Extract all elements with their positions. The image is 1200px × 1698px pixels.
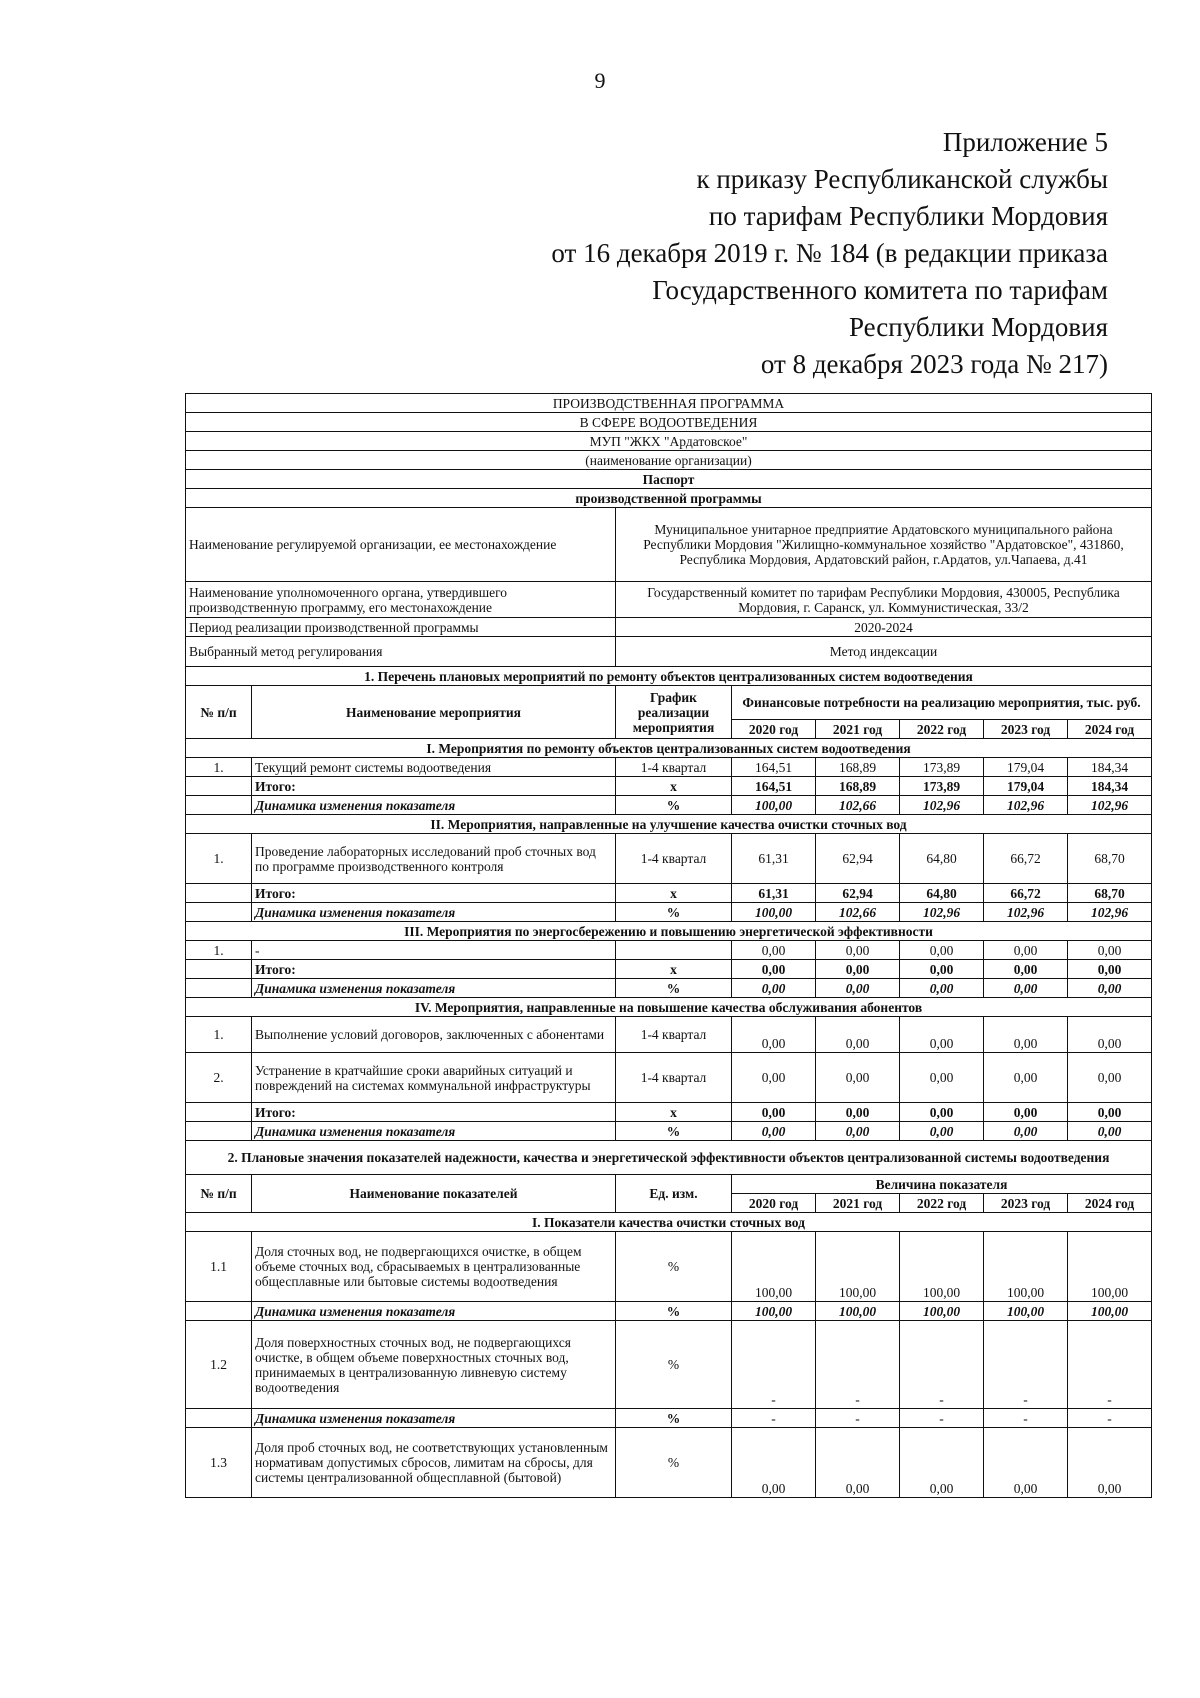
passport-value: Муниципальное унитарное предприятие Ардатовского муниципального района Республики Мордовия "Жилищно-коммунальное хозяйство "Ардатовское", 431860, Республика Мордовия, Ардатовский район, г.Ардатов, ул.Чапаева, д.41 [616, 508, 1152, 582]
dynamic-row [186, 903, 1152, 922]
passport-value: Государственный комитет по тарифам Республики Мордовия, 430005, Республика Мордовия, г. Саранск, ул. Коммунистическая, 33/2 [616, 582, 1152, 618]
total-unit: х [616, 960, 732, 979]
dynamic-unit: % [616, 796, 732, 815]
item-unit: % [616, 1232, 732, 1302]
value-cell: 102,96 [1068, 796, 1152, 815]
value-cell: 0,00 [984, 1428, 1068, 1498]
value-cell: - [984, 1409, 1068, 1428]
item-unit: % [616, 1321, 732, 1409]
item-num: 1.3 [186, 1428, 252, 1498]
header-line: Республики Мордовия [848, 312, 1108, 342]
item-schedule [616, 941, 732, 960]
value-cell: 100,00 [816, 1302, 900, 1321]
dynamic-label: Динамика изменения показателя [252, 979, 616, 998]
passport-label: Выбранный метод регулирования [186, 637, 616, 667]
value-cell: 164,51 [732, 777, 816, 796]
value-cell: 100,00 [732, 903, 816, 922]
value-cell: 66,72 [984, 834, 1068, 884]
value-cell: 0,00 [816, 1428, 900, 1498]
value-cell: 0,00 [732, 1428, 816, 1498]
value-cell: - [816, 1321, 900, 1409]
col-header-value: Величина показателя [732, 1175, 1152, 1194]
dynamic-label: Динамика изменения показателя [252, 796, 616, 815]
group-title: II. Мероприятия, направленные на улучшение качества очистки сточных вод [186, 815, 1152, 834]
item-schedule: 1-4 квартал [616, 1053, 732, 1103]
dynamic-unit: % [616, 1122, 732, 1141]
col-header-schedule: График реализации мероприятия [616, 686, 732, 739]
item-num: 1. [186, 834, 252, 884]
production-program-table [185, 393, 1152, 1498]
dynamic-unit: % [616, 1409, 732, 1428]
value-cell: 179,04 [984, 758, 1068, 777]
value-cell: 0,00 [900, 1103, 984, 1122]
value-cell: 64,80 [900, 834, 984, 884]
group-title: I. Показатели качества очистки сточных вод [186, 1213, 1152, 1232]
dynamic-unit: % [616, 979, 732, 998]
col-header-year: 2022 год [900, 720, 984, 739]
item-schedule: 1-4 квартал [616, 758, 732, 777]
header-line: к приказу Республиканской службы [696, 164, 1108, 194]
value-cell: - [984, 1321, 1068, 1409]
col-header-name: Наименование мероприятия [252, 686, 616, 739]
item-name: Доля поверхностных сточных вод, не подвергающихся очистке, в общем объеме поверхностных сточных вод, принимаемых в централизованную ливневую систему водоотведения [252, 1321, 616, 1409]
value-cell: - [900, 1409, 984, 1428]
item-name: Устранение в кратчайшие сроки аварийных ситуаций и повреждений на системах коммунальной инфраструктуры [252, 1053, 616, 1103]
passport-label: Период реализации производственной программы [186, 618, 616, 637]
value-cell: 102,66 [816, 903, 900, 922]
table-row [186, 941, 1152, 960]
value-cell: 0,00 [900, 960, 984, 979]
value-cell: 102,96 [984, 903, 1068, 922]
value-cell: 0,00 [1068, 1428, 1152, 1498]
value-cell: 0,00 [732, 960, 816, 979]
page-number: 9 [594, 68, 606, 93]
value-cell: 0,00 [900, 1017, 984, 1053]
value-cell: 100,00 [900, 1232, 984, 1302]
value-cell: 0,00 [1068, 1103, 1152, 1122]
organization-name: МУП "ЖКХ "Ардатовское" [186, 432, 1152, 451]
value-cell: 68,70 [1068, 884, 1152, 903]
value-cell: 0,00 [1068, 1017, 1152, 1053]
value-cell: 100,00 [1068, 1302, 1152, 1321]
value-cell: 100,00 [1068, 1232, 1152, 1302]
col-header-finance: Финансовые потребности на реализацию мероприятия, тыс. руб. [732, 686, 1152, 720]
value-cell: 64,80 [900, 884, 984, 903]
value-cell: 100,00 [732, 796, 816, 815]
table-row [186, 1232, 1152, 1302]
col-header-year: 2021 год [816, 1194, 900, 1213]
item-name: Доля сточных вод, не подвергающихся очистке, в общем объеме сточных вод, сбрасываемых в централизованные общесплавные или бытовые системы водоотведения [252, 1232, 616, 1302]
dynamic-row [186, 1409, 1152, 1428]
col-header-num: № п/п [186, 1175, 252, 1213]
col-header-unit: Ед. изм. [616, 1175, 732, 1213]
value-cell: 0,00 [1068, 1122, 1152, 1141]
value-cell: 102,96 [900, 796, 984, 815]
total-row [186, 884, 1152, 903]
value-cell: 0,00 [900, 1428, 984, 1498]
value-cell: 0,00 [732, 979, 816, 998]
item-num: 2. [186, 1053, 252, 1103]
value-cell: 0,00 [984, 960, 1068, 979]
item-unit: % [616, 1428, 732, 1498]
col-header-num: № п/п [186, 686, 252, 739]
value-cell: 173,89 [900, 758, 984, 777]
value-cell: - [816, 1409, 900, 1428]
item-name: Текущий ремонт системы водоотведения [252, 758, 616, 777]
dynamic-row [186, 796, 1152, 815]
item-schedule: 1-4 квартал [616, 834, 732, 884]
col-header-year: 2020 год [732, 1194, 816, 1213]
dynamic-row [186, 1302, 1152, 1321]
value-cell: 184,34 [1068, 758, 1152, 777]
value-cell: 62,94 [816, 834, 900, 884]
value-cell: 0,00 [732, 941, 816, 960]
passport-label: Наименование уполномоченного органа, утвердившего производственную программу, его местонахождение [186, 582, 616, 618]
item-num: 1. [186, 758, 252, 777]
header-line: Приложение 5 [942, 127, 1108, 157]
dynamic-row [186, 979, 1152, 998]
total-label: Итого: [252, 777, 616, 796]
value-cell: 100,00 [900, 1302, 984, 1321]
table-row [186, 758, 1152, 777]
total-unit: х [616, 1103, 732, 1122]
value-cell: 0,00 [816, 960, 900, 979]
col-header-name: Наименование показателей [252, 1175, 616, 1213]
col-header-year: 2020 год [732, 720, 816, 739]
value-cell: 0,00 [984, 1053, 1068, 1103]
value-cell: 0,00 [900, 1053, 984, 1103]
value-cell: 0,00 [900, 941, 984, 960]
value-cell: 0,00 [984, 1122, 1068, 1141]
organization-caption: (наименование организации) [186, 451, 1152, 470]
table-row [186, 834, 1152, 884]
value-cell: 61,31 [732, 834, 816, 884]
table-row [186, 1428, 1152, 1498]
item-name: Доля проб сточных вод, не соответствующих установленным нормативам допустимых сбросов, лимитам на сбросы, для системы централизованной общесплавной (бытовой) [252, 1428, 616, 1498]
value-cell: 184,34 [1068, 777, 1152, 796]
total-label: Итого: [252, 1103, 616, 1122]
value-cell: 66,72 [984, 884, 1068, 903]
col-header-year: 2023 год [984, 720, 1068, 739]
value-cell: - [1068, 1409, 1152, 1428]
value-cell: 0,00 [984, 941, 1068, 960]
total-label: Итого: [252, 960, 616, 979]
value-cell: 0,00 [900, 1122, 984, 1141]
col-header-year: 2022 год [900, 1194, 984, 1213]
value-cell: 100,00 [816, 1232, 900, 1302]
item-name: - [252, 941, 616, 960]
table-row [186, 1017, 1152, 1053]
value-cell: 0,00 [1068, 979, 1152, 998]
item-schedule: 1-4 квартал [616, 1017, 732, 1053]
total-row [186, 1103, 1152, 1122]
value-cell: - [732, 1321, 816, 1409]
passport-value: 2020-2024 [616, 618, 1152, 637]
col-header-year: 2023 год [984, 1194, 1068, 1213]
passport-label: Наименование регулируемой организации, ее местонахождение [186, 508, 616, 582]
group-title: IV. Мероприятия, направленные на повышение качества обслуживания абонентов [186, 998, 1152, 1017]
value-cell: 168,89 [816, 758, 900, 777]
passport-title: Паспорт [186, 470, 1152, 489]
group-title: I. Мероприятия по ремонту объектов централизованных систем водоотведения [186, 739, 1152, 758]
value-cell: 62,94 [816, 884, 900, 903]
value-cell: 164,51 [732, 758, 816, 777]
col-header-year: 2021 год [816, 720, 900, 739]
program-sphere: В СФЕРЕ ВОДООТВЕДЕНИЯ [186, 413, 1152, 432]
value-cell: 0,00 [816, 1103, 900, 1122]
value-cell: 0,00 [1068, 960, 1152, 979]
header-line: Государственного комитета по тарифам [652, 275, 1108, 305]
value-cell: 0,00 [816, 941, 900, 960]
group-title: III. Мероприятия по энергосбережению и повышению энергетической эффективности [186, 922, 1152, 941]
value-cell: 102,96 [900, 903, 984, 922]
header-line: от 16 декабря 2019 г. № 184 (в редакции приказа [551, 238, 1108, 268]
value-cell: 0,00 [1068, 1053, 1152, 1103]
total-unit: х [616, 777, 732, 796]
total-row [186, 960, 1152, 979]
value-cell: 100,00 [732, 1302, 816, 1321]
dynamic-unit: % [616, 1302, 732, 1321]
value-cell: 179,04 [984, 777, 1068, 796]
value-cell: 0,00 [816, 1017, 900, 1053]
item-num: 1.2 [186, 1321, 252, 1409]
dynamic-label: Динамика изменения показателя [252, 1409, 616, 1428]
section2-title: 2. Плановые значения показателей надежности, качества и энергетической эффективности объектов централизованной системы водоотведения [186, 1141, 1152, 1175]
value-cell: - [900, 1321, 984, 1409]
value-cell: 0,00 [732, 1053, 816, 1103]
item-name: Выполнение условий договоров, заключенных с абонентами [252, 1017, 616, 1053]
appendix-header [551, 124, 1108, 383]
table-row [186, 1321, 1152, 1409]
item-name: Проведение лабораторных исследований проб сточных вод по программе производственного контроля [252, 834, 616, 884]
value-cell: 102,96 [1068, 903, 1152, 922]
dynamic-label: Динамика изменения показателя [252, 903, 616, 922]
value-cell: - [1068, 1321, 1152, 1409]
dynamic-label: Динамика изменения показателя [252, 1302, 616, 1321]
col-header-year: 2024 год [1068, 720, 1152, 739]
passport-subtitle: производственной программы [186, 489, 1152, 508]
value-cell: 0,00 [984, 1103, 1068, 1122]
value-cell: 0,00 [816, 979, 900, 998]
value-cell: 0,00 [816, 1053, 900, 1103]
value-cell: 0,00 [816, 1122, 900, 1141]
dynamic-unit: % [616, 903, 732, 922]
item-num: 1. [186, 1017, 252, 1053]
value-cell: 102,66 [816, 796, 900, 815]
value-cell: 102,96 [984, 796, 1068, 815]
total-label: Итого: [252, 884, 616, 903]
value-cell: 0,00 [984, 979, 1068, 998]
value-cell: 0,00 [984, 1017, 1068, 1053]
item-num: 1.1 [186, 1232, 252, 1302]
value-cell: 68,70 [1068, 834, 1152, 884]
header-line: по тарифам Республики Мордовия [708, 201, 1108, 231]
col-header-year: 2024 год [1068, 1194, 1152, 1213]
dynamic-label: Динамика изменения показателя [252, 1122, 616, 1141]
value-cell: 61,31 [732, 884, 816, 903]
value-cell: 0,00 [732, 1103, 816, 1122]
value-cell: 100,00 [732, 1232, 816, 1302]
value-cell: 0,00 [1068, 941, 1152, 960]
value-cell: 168,89 [816, 777, 900, 796]
total-row [186, 777, 1152, 796]
value-cell: 100,00 [984, 1302, 1068, 1321]
item-num: 1. [186, 941, 252, 960]
value-cell: - [732, 1409, 816, 1428]
dynamic-row [186, 1122, 1152, 1141]
program-title: ПРОИЗВОДСТВЕННАЯ ПРОГРАММА [186, 394, 1152, 413]
value-cell: 0,00 [732, 1017, 816, 1053]
value-cell: 0,00 [900, 979, 984, 998]
section1-title: 1. Перечень плановых мероприятий по ремонту объектов централизованных систем водоотведения [186, 667, 1152, 686]
value-cell: 100,00 [984, 1232, 1068, 1302]
table-row [186, 1053, 1152, 1103]
header-line: от 8 декабря 2023 года № 217) [760, 349, 1108, 379]
value-cell: 0,00 [732, 1122, 816, 1141]
passport-value: Метод индексации [616, 637, 1152, 667]
value-cell: 173,89 [900, 777, 984, 796]
total-unit: х [616, 884, 732, 903]
